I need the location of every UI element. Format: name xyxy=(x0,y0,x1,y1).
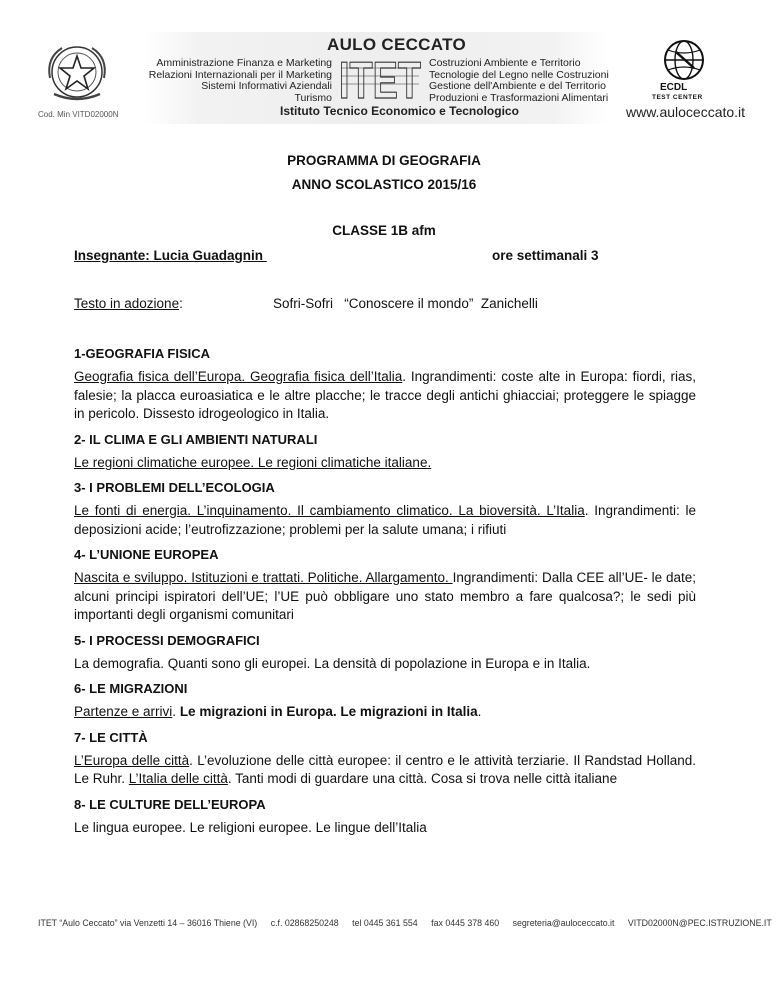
itet-logo-text: ITET xyxy=(339,52,422,110)
course-item: Gestione dell'Ambiente e del Territorio xyxy=(429,80,606,93)
textbook-colon: : xyxy=(179,296,183,311)
school-subtitle: Istituto Tecnico Economico e Tecnologico xyxy=(280,104,519,118)
footer-tax-code: c.f. 02868250248 xyxy=(270,918,339,928)
section-text-run: . xyxy=(477,704,482,719)
section-text-run: . Tanti modi di guardare una città. Cosa si trova nelle città italiane xyxy=(227,771,618,786)
course-item: Tecnologie del Legno nelle Costruzioni xyxy=(429,68,609,81)
program-sections xyxy=(74,346,696,845)
republic-emblem-icon xyxy=(40,38,114,108)
section-text-run: Nascita e sviluppo. Istituzioni e trattati. Politiche. Allargamento. xyxy=(74,570,453,585)
section-text-run: . L’evoluzione delle città europee: il centro e le attività terziarie. Il Randstad Holland. Le Ruhr. xyxy=(74,752,696,786)
section-text-run: Geografia fisica dell’Europa. Geografia fisica dell’Italia xyxy=(74,369,403,384)
footer-phone: tel 0445 361 554 xyxy=(352,918,418,928)
teacher-name: Insegnante: Lucia Guadagnin xyxy=(74,248,267,263)
section-title: 3- I PROBLEMI DELL’ECOLOGIA xyxy=(74,480,275,495)
ministry-code: Cod. Min VITD02000N xyxy=(38,110,119,119)
section-body xyxy=(74,655,696,674)
section-text-run: Partenze e arrivi xyxy=(74,704,173,719)
course-item: Relazioni Internazionali per il Marketing xyxy=(148,68,332,81)
section-text-run: Le regioni climatiche europee. Le regioni climatiche italiane. xyxy=(74,454,432,470)
section-text-run: L’Europa delle città xyxy=(74,752,190,768)
document-title: PROGRAMMA DI GEOGRAFIA xyxy=(287,153,481,168)
letterhead xyxy=(0,0,768,130)
section-title: 1-GEOGRAFIA FISICA xyxy=(74,346,211,361)
section-title: 2- IL CLIMA E GLI AMBIENTI NATURALI xyxy=(74,431,318,447)
section-text-run: . Ingrandimenti: coste alte in Europa: fiordi, rias, falesie; la placca euroasiatica e le altre placche; le tracce degli antichi ghiacciai; proteggere le spiagge in pericolo. Dissesto idrogeologico in Italia. xyxy=(74,369,696,421)
course-item: Costruzioni Ambiente e Territorio xyxy=(429,57,581,69)
website-link[interactable]: www.auloceccato.it xyxy=(626,104,746,120)
class-name: CLASSE 1B afm xyxy=(332,223,436,238)
section-text-run: L’Italia delle città xyxy=(128,771,228,786)
textbook-label-row xyxy=(74,296,183,311)
section-text-run: . xyxy=(172,704,180,719)
section-text-run: Le lingua europee. Le religioni europee. Le lingue dell’Italia xyxy=(74,819,427,835)
courses-economic xyxy=(149,58,332,104)
footer-fax: fax 0445 378 460 xyxy=(431,918,500,928)
section-body xyxy=(74,502,696,539)
itet-logo xyxy=(337,52,423,110)
section-body xyxy=(74,819,696,838)
section-body xyxy=(74,752,696,789)
course-item: Sistemi Informativi Aziendali xyxy=(201,80,332,93)
school-name: AULO CECCATO xyxy=(327,35,466,54)
textbook-title: Sofri-Sofri “Conoscere il mondo” Zanichelli xyxy=(273,296,538,311)
footer-pec[interactable]: VITD02000N@PEC.ISTRUZIONE.IT xyxy=(627,918,772,928)
section-body xyxy=(74,368,696,424)
section-title: 8- LE CULTURE DELL’EUROPA xyxy=(74,796,266,812)
section-body xyxy=(74,703,696,722)
textbook-label: Testo in adozione xyxy=(74,296,180,311)
weekly-hours: ore settimanali 3 xyxy=(492,248,599,263)
footer-email[interactable]: segreteria@auloceccato.it xyxy=(512,918,615,928)
section-text-run: . Ingrandimenti: le deposizioni acide; l’eutrofizzazione; problemi per la salute umana; i rifiuti xyxy=(74,503,696,537)
section-text-run: Ingrandimenti: Dalla CEE all’UE- le date; alcuni principi ispiratori dell’UE; l’UE può obbligare uno stato membro a fare qualcosa?; le sedi più importanti degli organismi comunitari xyxy=(74,570,696,622)
school-year: ANNO SCOLASTICO 2015/16 xyxy=(291,177,477,192)
section-text-run: La demografia. Quanti sono gli europei. La densità di popolazione in Europa e in Italia. xyxy=(74,655,591,671)
footer-address: ITET “Aulo Ceccato” via Venzetti 14 – 36016 Thiene (VI) xyxy=(38,918,258,928)
section-body xyxy=(74,569,696,625)
course-item: Turismo xyxy=(294,91,332,104)
course-item: Amministrazione Finanza e Marketing xyxy=(156,57,332,69)
courses-technological xyxy=(429,58,609,104)
section-title: 4- L’UNIONE EUROPEA xyxy=(74,547,219,562)
section-body xyxy=(74,454,696,473)
section-title: 5- I PROCESSI DEMOGRAFICI xyxy=(74,632,260,648)
course-item: Produzioni e Trasformazioni Alimentari xyxy=(429,91,609,104)
section-text-run: Le migrazioni in Europa. Le migrazioni in Italia xyxy=(179,704,478,719)
footer xyxy=(38,918,772,928)
section-title: 6- LE MIGRAZIONI xyxy=(74,681,188,696)
section-text-run: Le fonti di energia. L’inquinamento. Il cambiamento climatico. La bioversità. L’Italia xyxy=(74,503,585,518)
ecdl-label: ECDL xyxy=(660,82,688,93)
ecdl-test-center: TEST CENTER xyxy=(652,94,703,101)
section-title: 7- LE CITTÀ xyxy=(74,729,148,745)
